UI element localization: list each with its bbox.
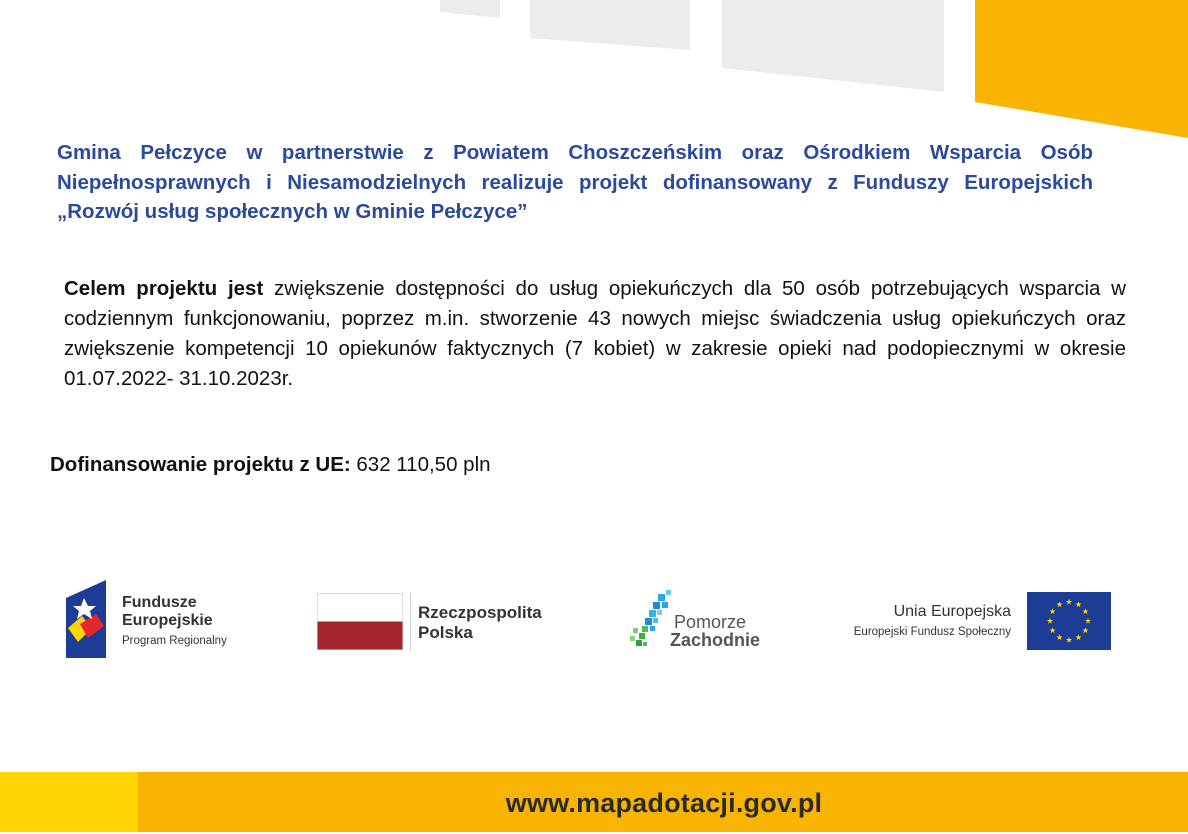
logo-rzeczpospolita-polska [317, 593, 567, 651]
funding-label: Dofinansowanie projektu z UE: [50, 453, 351, 476]
fe-line3: Program Regionalny [122, 635, 227, 647]
fe-line2: Europejskie [122, 612, 213, 629]
logo-fundusze-europejskie [66, 580, 266, 660]
headline: Gmina Pełczyce w partnerstwie z Powiatem Choszczeńskim oraz Ośrodkiem Wsparcia Osób Niepełnosprawnych i Niesamodzielnych realizuje projekt dofinansowany z Funduszy Europejskich „Rozwój usług społecznych w Gminie Pełczyce” [57, 141, 1093, 223]
fe-emblem-icon [66, 580, 108, 658]
logo-pomorze-zachodnie [630, 590, 770, 654]
rp-divider [410, 593, 411, 651]
project-goal [64, 274, 1126, 394]
goal-lead: Celem projektu jest [64, 277, 264, 300]
footer-bar [0, 772, 1188, 832]
pz-emblem-icon [630, 590, 674, 652]
funding-amount [50, 450, 750, 480]
ue-line1: Unia Europejska [893, 603, 1011, 620]
pz-line1: Pomorze [674, 612, 747, 632]
funding-value: 632 110,50 pln [350, 453, 491, 476]
goal-text: zwiększenie dostępności do usług opiekuńczych dla 50 osób potrzebujących wsparcia w codziennym funkcjonowaniu, poprzez m.in. stworzenie 43 nowych miejsc świadczenia usług opiekuńczych oraz zwiększenie kompetencji 10 opiekunów faktycznych (7 kobiet) w zakresie opieki nad podopiecznymi w okresie 01.07.2022- 31.10.2023r. [64, 277, 1126, 390]
footer-url-link[interactable]: www.mapadotacji.gov.pl [505, 788, 823, 818]
logo-unia-europejska [830, 592, 1115, 652]
ue-line2: Europejski Fundusz Społeczny [853, 626, 1011, 638]
eu-flag-icon [1027, 592, 1111, 650]
rp-line1: Rzeczpospolita [418, 603, 542, 622]
pz-line2: Zachodnie [670, 630, 761, 650]
polish-flag-icon [317, 593, 405, 651]
fe-line1: Fundusze [122, 594, 197, 611]
header-decoration [0, 0, 1188, 140]
rp-line2: Polska [418, 623, 473, 642]
